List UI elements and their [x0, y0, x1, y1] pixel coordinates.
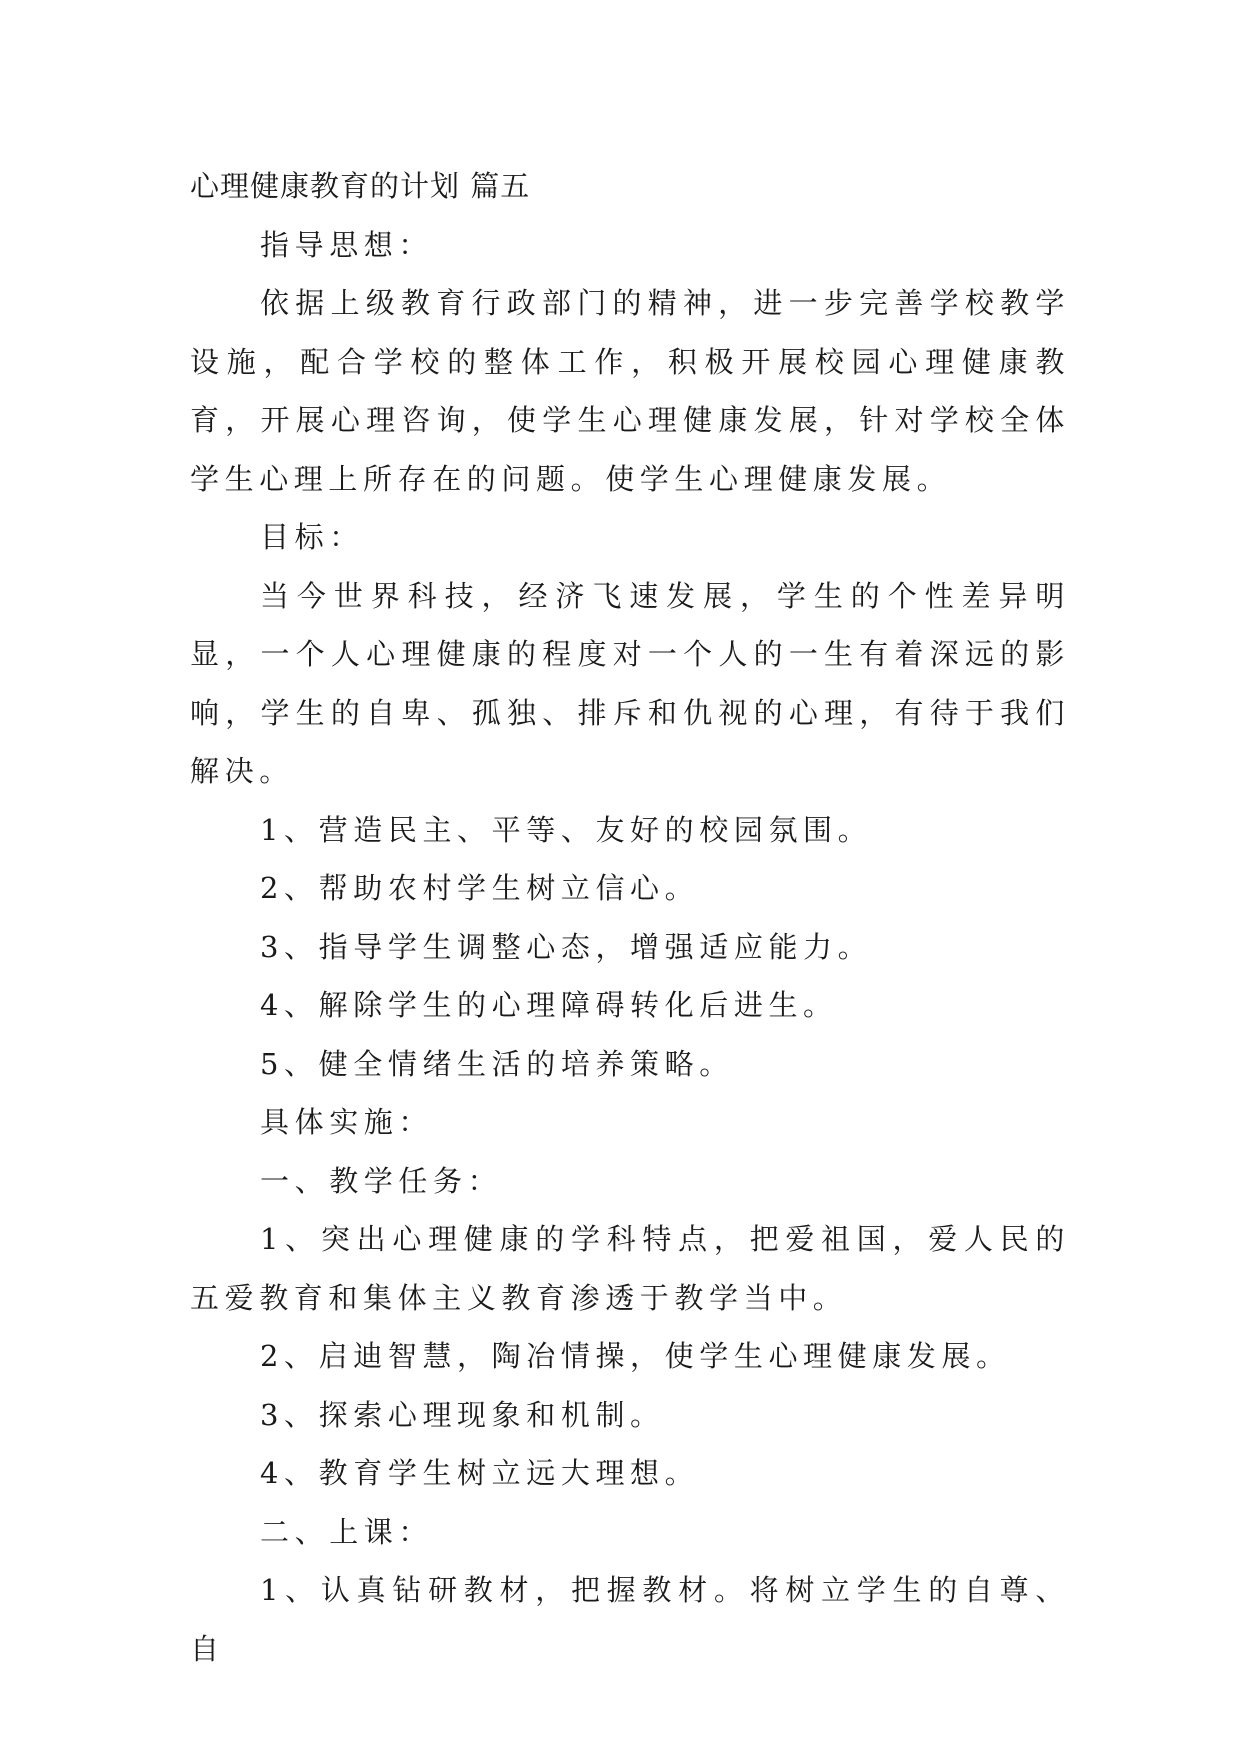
paragraph-goals-heading: 目标：: [260, 520, 364, 554]
goal-item-3: 3、指导学生调整心态，增强适应能力。: [260, 929, 873, 964]
goal-item-4: 4、解除学生的心理障碍转化后进生。: [260, 988, 838, 1022]
goal-item-5: 5、健全情绪生活的培养策略。: [260, 1046, 734, 1081]
document-title: 心理健康教育的计划 篇五: [190, 169, 531, 203]
paragraph-goals: 当今世界科技，经济飞速发展，学生的个性差异明显，一个人心理健康的程度对一个人的一生有着深远的影响，学生的自卑、孤独、排斥和仇视的心理，有待于我们解决。: [190, 578, 1070, 788]
teaching-task-item-4: 4、教育学生树立远大理想。: [260, 1456, 700, 1490]
paragraph-guiding-ideology-heading: 指导思想：: [260, 227, 434, 262]
goal-item-1: 1、营造民主、平等、友好的校园氛围。: [260, 812, 873, 847]
paragraph-implementation-heading: 具体实施：: [260, 1105, 434, 1139]
paragraph-guiding-ideology: 依据上级教育行政部门的精神，进一步完善学校教学设施，配合学校的整体工作，积极开展校园心理健康教育，开展心理咨询，使学生心理健康发展，针对学校全体学生心理上所存在的问题。使学生心理健康发展。: [190, 286, 1070, 496]
section-classes-heading: 二、上课：: [260, 1514, 434, 1549]
document-body: [190, 157, 1070, 1678]
goal-item-2: 2、帮助农村学生树立信心。: [260, 871, 700, 905]
teaching-task-item-2: 2、启迪智慧，陶冶情操，使学生心理健康发展。: [260, 1339, 1011, 1373]
section-teaching-tasks-heading: 一、教学任务：: [260, 1163, 503, 1198]
classes-item-1: 1、认真钻研教材，把握教材。将树立学生的自尊、自: [190, 1573, 1070, 1666]
teaching-task-item-1: 1、突出心理健康的学科特点，把爱祖国，爱人民的五爱教育和集体主义教育渗透于教学当中。: [190, 1222, 1070, 1315]
teaching-task-item-3: 3、探索心理现象和机制。: [260, 1397, 665, 1432]
